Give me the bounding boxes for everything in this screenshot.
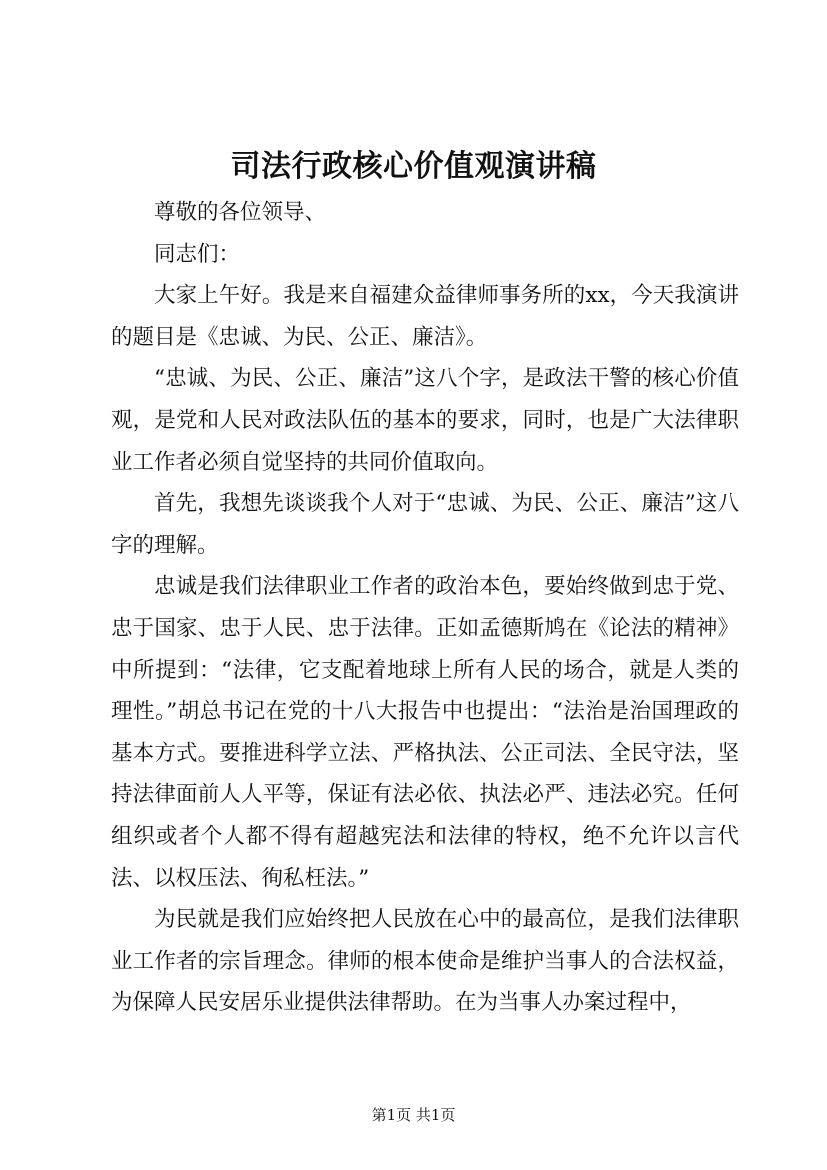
salutation-line-1: 尊敬的各位领导、 — [154, 200, 327, 225]
paragraph-greeting: 大家上午好。我是来自福建众益律师事务所的xx，今天我演讲的题目是《忠诚、为民、公正、廉洁》。 — [111, 283, 739, 350]
paragraph-for-people: 为民就是我们应始终把人民放在心中的最高位，是我们法律职业工作者的宗旨理念。律师的根本使命是维护当事人的合法权益，为保障人民安居乐业提供法律帮助。在为当事人办案过程中， — [111, 907, 739, 1016]
paragraph-core-values: “忠诚、为民、公正、廉洁”这八个字，是政法干警的核心价值观，是党和人民对政法队伍的基本的要求，同时，也是广大法律职业工作者必须自觉坚持的共同价值取向。 — [111, 366, 739, 475]
page-footer: 第1页 共1页 — [371, 1106, 456, 1124]
document-title: 司法行政核心价值观演讲稿 — [230, 149, 597, 184]
paragraph-loyalty: 忠诚是我们法律职业工作者的政治本色，要始终做到忠于党、忠于国家、忠于人民、忠于法律。正如孟德斯鸠在《论法的精神》中所提到：“法律，它支配着地球上所有人民的场合，就是人类的理性。”胡总书记在党的十八大报告中也提出：“法治是治国理政的基本方式。要推进科学立法、严格执法、公正司法、全民守法，坚持法律面前人人平等，保证有法必依、执法必严、违法必究。任何组织或者个人都不得有超越宪法和法律的特权，绝不允许以言代法、以权压法、徇私枉法。” — [111, 574, 739, 891]
paragraph-understanding: 首先，我想先谈谈我个人对于“忠诚、为民、公正、廉洁”这八字的理解。 — [111, 491, 739, 558]
document-body — [111, 192, 739, 1024]
salutation-line-2: 同志们： — [154, 241, 241, 267]
